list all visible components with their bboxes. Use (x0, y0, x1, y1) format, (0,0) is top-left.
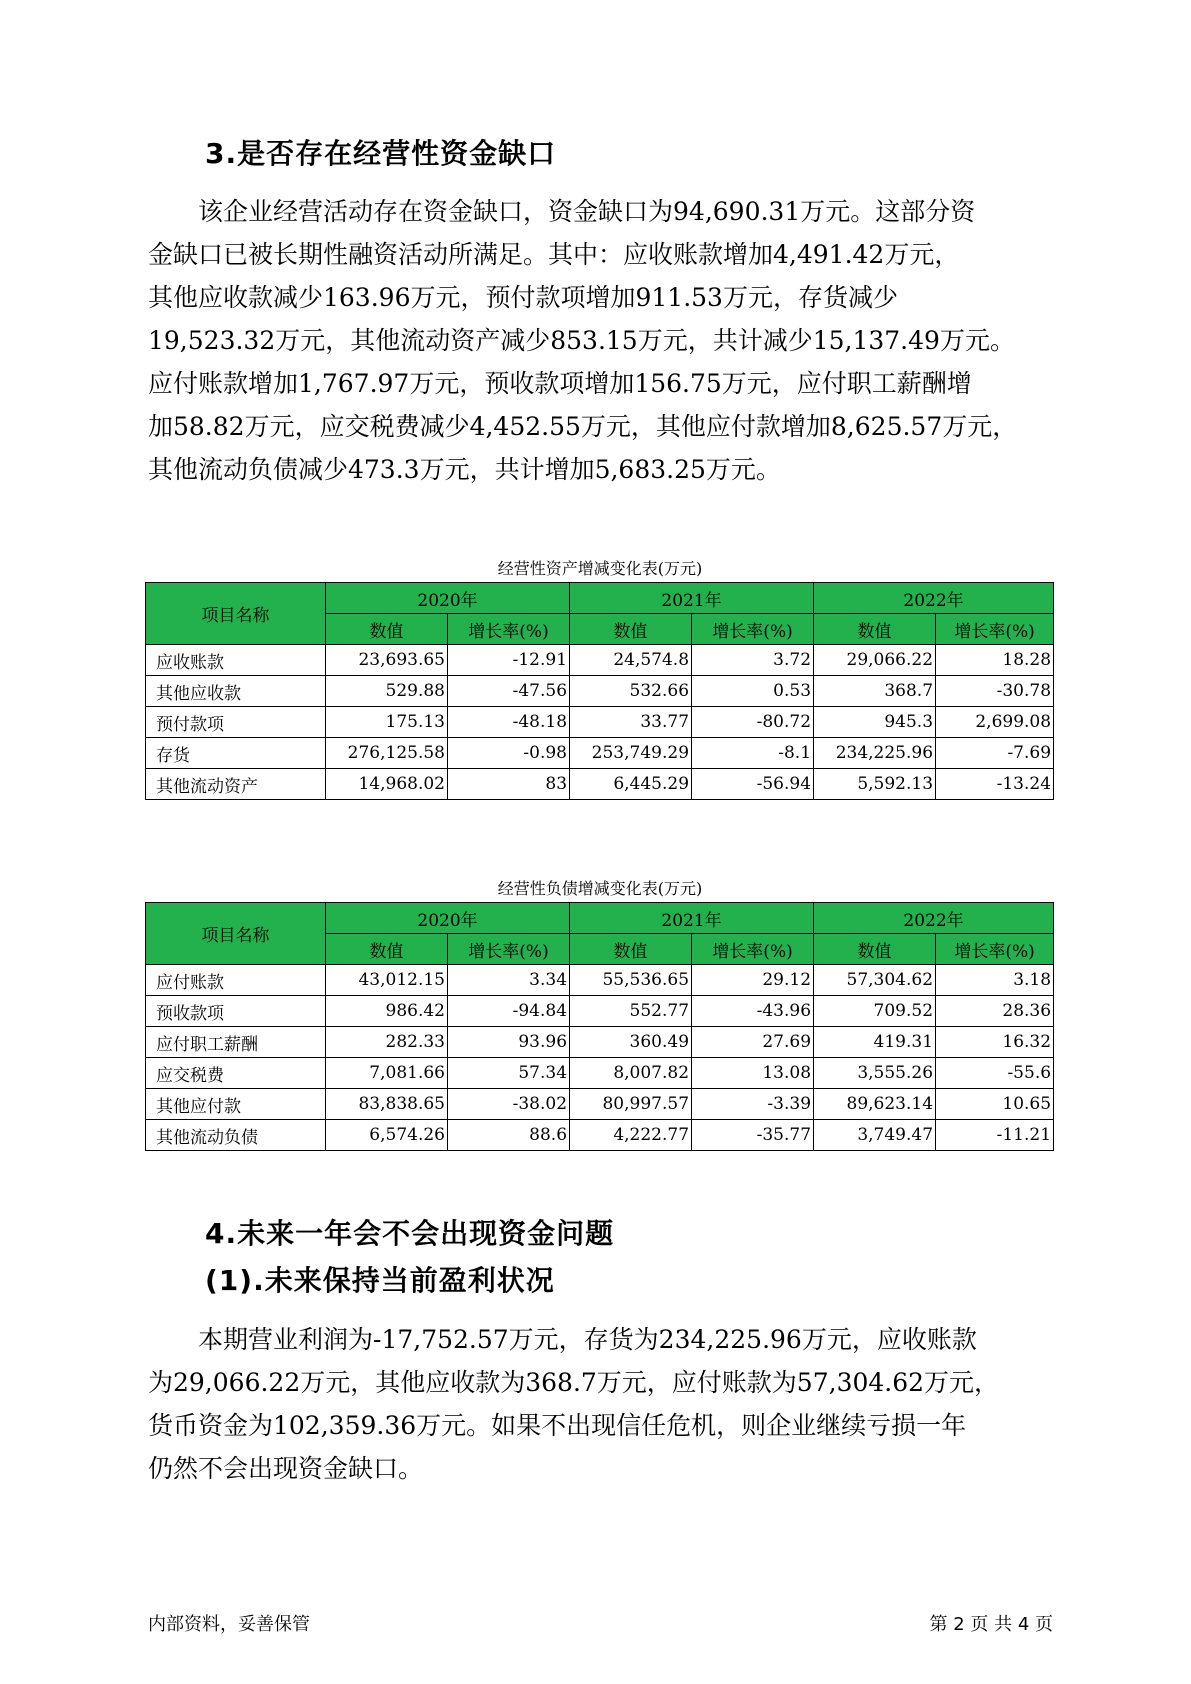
value-cell: 276,125.58 (326, 738, 448, 769)
year-header: 2020年 (326, 583, 570, 614)
value-header: 数值 (814, 614, 936, 645)
value-cell: 986.42 (326, 996, 448, 1027)
value-cell: 89,623.14 (814, 1089, 936, 1120)
value-cell: 55,536.65 (570, 965, 692, 996)
assets-change-table (145, 582, 1054, 800)
growth-rate-cell: 0.53 (692, 676, 814, 707)
paragraph-line: 19,523.32万元，其他流动资产减少853.15万元，共计减少15,137.49万元。 (148, 326, 1015, 355)
growth-rate-cell: -56.94 (692, 769, 814, 800)
table-row (146, 1120, 1054, 1151)
table-row (146, 1089, 1054, 1120)
year-header: 2022年 (814, 583, 1054, 614)
value-cell: 23,693.65 (326, 645, 448, 676)
row-label: 存货 (146, 738, 326, 769)
growth-rate-cell: 83 (448, 769, 570, 800)
paragraph-line: 仍然不会出现资金缺口。 (148, 1454, 424, 1483)
growth-rate-cell: 16.32 (936, 1027, 1054, 1058)
value-cell: 282.33 (326, 1027, 448, 1058)
table-row (146, 1058, 1054, 1089)
growth-rate-header: 增长率(%) (936, 614, 1054, 645)
value-cell: 360.49 (570, 1027, 692, 1058)
paragraph-line: 应付账款增加1,767.97万元，预收款项增加156.75万元，应付职工薪酬增 (148, 369, 972, 398)
growth-rate-header: 增长率(%) (448, 934, 570, 965)
value-cell: 7,081.66 (326, 1058, 448, 1089)
row-label: 其他流动资产 (146, 769, 326, 800)
value-cell: 945.3 (814, 707, 936, 738)
growth-rate-cell: 57.34 (448, 1058, 570, 1089)
paragraph-line: 加58.82万元，应交税费减少4,452.55万元，其他应付款增加8,625.57万元， (148, 412, 1018, 441)
value-cell: 29,066.22 (814, 645, 936, 676)
row-label: 应交税费 (146, 1058, 326, 1089)
growth-rate-cell: -7.69 (936, 738, 1054, 769)
row-label: 其他流动负债 (146, 1120, 326, 1151)
paragraph-line: 其他流动负债减少473.3万元，共计增加5,683.25万元。 (148, 455, 781, 484)
value-cell: 43,012.15 (326, 965, 448, 996)
growth-rate-header: 增长率(%) (692, 614, 814, 645)
header-row (146, 903, 1054, 934)
row-label: 应收账款 (146, 645, 326, 676)
value-header: 数值 (814, 934, 936, 965)
row-label: 应付账款 (146, 965, 326, 996)
table-row (146, 707, 1054, 738)
growth-rate-cell: 3.34 (448, 965, 570, 996)
paragraph-line: 货币资金为102,359.36万元。如果不出现信任危机，则企业继续亏损一年 (148, 1411, 967, 1440)
item-name-header: 项目名称 (146, 583, 326, 645)
item-name-header: 项目名称 (146, 903, 326, 965)
value-cell: 419.31 (814, 1027, 936, 1058)
table-row (146, 965, 1054, 996)
growth-rate-cell: 93.96 (448, 1027, 570, 1058)
value-cell: 5,592.13 (814, 769, 936, 800)
growth-rate-header: 增长率(%) (936, 934, 1054, 965)
row-label: 其他应付款 (146, 1089, 326, 1120)
value-cell: 709.52 (814, 996, 936, 1027)
growth-rate-cell: 3.72 (692, 645, 814, 676)
year-header: 2021年 (570, 903, 814, 934)
growth-rate-cell: -94.84 (448, 996, 570, 1027)
value-header: 数值 (570, 614, 692, 645)
value-cell: 552.77 (570, 996, 692, 1027)
section-4-subheading: (1).未来保持当前盈利状况 (205, 1264, 555, 1297)
table-row (146, 738, 1054, 769)
year-header: 2022年 (814, 903, 1054, 934)
growth-rate-cell: -11.21 (936, 1120, 1054, 1151)
header-row (146, 583, 1054, 614)
growth-rate-cell: -13.24 (936, 769, 1054, 800)
table-row (146, 645, 1054, 676)
row-label: 预付款项 (146, 707, 326, 738)
row-label: 其他应收款 (146, 676, 326, 707)
value-header: 数值 (570, 934, 692, 965)
growth-rate-cell: -38.02 (448, 1089, 570, 1120)
growth-rate-header: 增长率(%) (448, 614, 570, 645)
growth-rate-cell: 10.65 (936, 1089, 1054, 1120)
paragraph-line: 金缺口已被长期性融资活动所满足。其中：应收账款增加4,491.42万元， (148, 240, 960, 269)
growth-rate-cell: -8.1 (692, 738, 814, 769)
table-row (146, 676, 1054, 707)
row-label: 预收款项 (146, 996, 326, 1027)
value-cell: 175.13 (326, 707, 448, 738)
growth-rate-cell: -30.78 (936, 676, 1054, 707)
paragraph-line: 该企业经营活动存在资金缺口，资金缺口为94,690.31万元。这部分资 (148, 197, 976, 226)
growth-rate-cell: 27.69 (692, 1027, 814, 1058)
growth-rate-header: 增长率(%) (692, 934, 814, 965)
liabilities-change-table (145, 902, 1054, 1151)
growth-rate-cell: -3.39 (692, 1089, 814, 1120)
section-4-paragraph (148, 1318, 1048, 1490)
value-cell: 14,968.02 (326, 769, 448, 800)
growth-rate-cell: -47.56 (448, 676, 570, 707)
section-3-paragraph (148, 190, 1048, 491)
value-cell: 234,225.96 (814, 738, 936, 769)
value-cell: 83,838.65 (326, 1089, 448, 1120)
value-header: 数值 (326, 934, 448, 965)
growth-rate-cell: 29.12 (692, 965, 814, 996)
growth-rate-cell: -12.91 (448, 645, 570, 676)
paragraph-line: 为29,066.22万元，其他应收款为368.7万元，应付账款为57,304.62万元， (148, 1368, 1000, 1397)
value-cell: 3,555.26 (814, 1058, 936, 1089)
value-cell: 80,997.57 (570, 1089, 692, 1120)
value-cell: 253,749.29 (570, 738, 692, 769)
growth-rate-cell: 2,699.08 (936, 707, 1054, 738)
growth-rate-cell: 18.28 (936, 645, 1054, 676)
paragraph-line: 本期营业利润为-17,752.57万元，存货为234,225.96万元，应收账款 (148, 1325, 977, 1354)
footer-note: 内部资料，妥善保管 (148, 1614, 310, 1635)
table-row (146, 769, 1054, 800)
page-number: 第 2 页 共 4 页 (929, 1614, 1053, 1635)
growth-rate-cell: 88.6 (448, 1120, 570, 1151)
year-header: 2021年 (570, 583, 814, 614)
growth-rate-cell: -35.77 (692, 1120, 814, 1151)
growth-rate-cell: 13.08 (692, 1058, 814, 1089)
growth-rate-cell: -80.72 (692, 707, 814, 738)
value-cell: 8,007.82 (570, 1058, 692, 1089)
table-row (146, 1027, 1054, 1058)
value-cell: 3,749.47 (814, 1120, 936, 1151)
section-3-heading: 3.是否存在经营性资金缺口 (205, 137, 557, 170)
paragraph-line: 其他应收款减少163.96万元，预付款项增加911.53万元，存货减少 (148, 283, 898, 312)
year-header: 2020年 (326, 903, 570, 934)
section-4-heading: 4.未来一年会不会出现资金问题 (205, 1217, 615, 1250)
assets-table-caption: 经营性资产增减变化表(万元) (497, 559, 703, 578)
table-row (146, 996, 1054, 1027)
value-cell: 24,574.8 (570, 645, 692, 676)
value-cell: 57,304.62 (814, 965, 936, 996)
value-cell: 368.7 (814, 676, 936, 707)
growth-rate-cell: -0.98 (448, 738, 570, 769)
value-cell: 33.77 (570, 707, 692, 738)
row-label: 应付职工薪酬 (146, 1027, 326, 1058)
growth-rate-cell: -55.6 (936, 1058, 1054, 1089)
growth-rate-cell: -43.96 (692, 996, 814, 1027)
liabilities-table-caption: 经营性负债增减变化表(万元) (497, 879, 703, 898)
value-header: 数值 (326, 614, 448, 645)
value-cell: 532.66 (570, 676, 692, 707)
value-cell: 6,445.29 (570, 769, 692, 800)
value-cell: 6,574.26 (326, 1120, 448, 1151)
growth-rate-cell: 28.36 (936, 996, 1054, 1027)
growth-rate-cell: -48.18 (448, 707, 570, 738)
growth-rate-cell: 3.18 (936, 965, 1054, 996)
value-cell: 529.88 (326, 676, 448, 707)
value-cell: 4,222.77 (570, 1120, 692, 1151)
